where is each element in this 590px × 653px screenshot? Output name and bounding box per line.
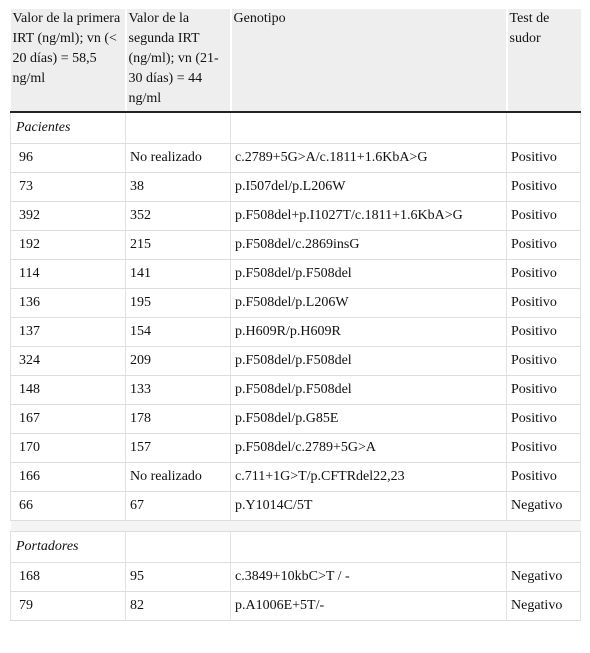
table-row xyxy=(11,592,581,621)
cell-first-irt: 114 xyxy=(11,260,126,289)
table-row xyxy=(11,260,581,289)
cell-sweat-test: Negativo xyxy=(507,492,581,521)
cell-first-irt: 137 xyxy=(11,318,126,347)
cell-genotype: p.F508del/p.F508del xyxy=(231,376,507,405)
cell-second-irt: 95 xyxy=(126,563,231,592)
cell-first-irt: 136 xyxy=(11,289,126,318)
table-body xyxy=(11,112,581,621)
cell-first-irt: 192 xyxy=(11,231,126,260)
section-empty-cell xyxy=(507,112,581,144)
table-row xyxy=(11,173,581,202)
table-row xyxy=(11,492,581,521)
results-table-container xyxy=(10,9,580,621)
spacer-cell xyxy=(11,521,581,532)
cell-first-irt: 73 xyxy=(11,173,126,202)
section-empty-cell xyxy=(507,532,581,563)
cell-genotype: p.A1006E+5T/- xyxy=(231,592,507,621)
cell-sweat-test: Positivo xyxy=(507,173,581,202)
header-second-irt: Valor de la segunda IRT (ng/ml); vn (21-30 días) = 44 ng/ml xyxy=(126,9,231,112)
cell-genotype: p.F508del/p.G85E xyxy=(231,405,507,434)
cell-second-irt: 352 xyxy=(126,202,231,231)
cell-second-irt: No realizado xyxy=(126,144,231,173)
cell-first-irt: 96 xyxy=(11,144,126,173)
cell-first-irt: 79 xyxy=(11,592,126,621)
table-row xyxy=(11,347,581,376)
cell-genotype: p.Y1014C/5T xyxy=(231,492,507,521)
table-row xyxy=(11,231,581,260)
table-row xyxy=(11,202,581,231)
cell-sweat-test: Positivo xyxy=(507,318,581,347)
section-empty-cell xyxy=(126,532,231,563)
cell-first-irt: 168 xyxy=(11,563,126,592)
table-row xyxy=(11,376,581,405)
cell-first-irt: 167 xyxy=(11,405,126,434)
cell-sweat-test: Positivo xyxy=(507,144,581,173)
table-row xyxy=(11,405,581,434)
cell-first-irt: 392 xyxy=(11,202,126,231)
section-spacer xyxy=(11,521,581,532)
header-sweat-test: Test de sudor xyxy=(507,9,581,112)
cell-first-irt: 66 xyxy=(11,492,126,521)
cell-sweat-test: Positivo xyxy=(507,405,581,434)
section-header-row xyxy=(11,532,581,563)
cell-genotype: p.F508del/c.2869insG xyxy=(231,231,507,260)
cell-genotype: p.F508del+p.I1027T/c.1811+1.6KbA>G xyxy=(231,202,507,231)
cell-second-irt: 154 xyxy=(126,318,231,347)
cell-sweat-test: Positivo xyxy=(507,347,581,376)
cell-genotype: c.711+1G>T/p.CFTRdel22,23 xyxy=(231,463,507,492)
table-row xyxy=(11,563,581,592)
cell-first-irt: 148 xyxy=(11,376,126,405)
table-row xyxy=(11,318,581,347)
cell-genotype: p.H609R/p.H609R xyxy=(231,318,507,347)
table-row xyxy=(11,463,581,492)
table-header xyxy=(11,9,581,112)
section-label: Portadores xyxy=(11,532,126,563)
cell-sweat-test: Negativo xyxy=(507,563,581,592)
cell-first-irt: 170 xyxy=(11,434,126,463)
cell-second-irt: No realizado xyxy=(126,463,231,492)
cell-second-irt: 38 xyxy=(126,173,231,202)
cell-second-irt: 195 xyxy=(126,289,231,318)
section-empty-cell xyxy=(231,532,507,563)
cell-sweat-test: Positivo xyxy=(507,376,581,405)
cell-second-irt: 141 xyxy=(126,260,231,289)
cell-second-irt: 215 xyxy=(126,231,231,260)
cell-sweat-test: Positivo xyxy=(507,202,581,231)
cell-second-irt: 133 xyxy=(126,376,231,405)
table-row xyxy=(11,434,581,463)
section-label: Pacientes xyxy=(11,112,126,144)
cell-sweat-test: Positivo xyxy=(507,260,581,289)
cell-genotype: p.F508del/p.L206W xyxy=(231,289,507,318)
section-empty-cell xyxy=(126,112,231,144)
cell-second-irt: 157 xyxy=(126,434,231,463)
cell-sweat-test: Positivo xyxy=(507,434,581,463)
header-first-irt: Valor de la primera IRT (ng/ml); vn (< 20 días) = 58,5 ng/ml xyxy=(11,9,126,112)
cell-genotype: c.3849+10kbC>T / - xyxy=(231,563,507,592)
cell-second-irt: 67 xyxy=(126,492,231,521)
section-header-row xyxy=(11,112,581,144)
cell-genotype: p.F508del/p.F508del xyxy=(231,260,507,289)
results-table xyxy=(10,9,581,621)
cell-first-irt: 324 xyxy=(11,347,126,376)
table-row xyxy=(11,289,581,318)
cell-sweat-test: Negativo xyxy=(507,592,581,621)
cell-sweat-test: Positivo xyxy=(507,463,581,492)
header-genotype: Genotipo xyxy=(231,9,507,112)
cell-sweat-test: Positivo xyxy=(507,289,581,318)
cell-genotype: p.I507del/p.L206W xyxy=(231,173,507,202)
cell-genotype: p.F508del/p.F508del xyxy=(231,347,507,376)
cell-sweat-test: Positivo xyxy=(507,231,581,260)
section-empty-cell xyxy=(231,112,507,144)
cell-second-irt: 209 xyxy=(126,347,231,376)
cell-second-irt: 82 xyxy=(126,592,231,621)
cell-second-irt: 178 xyxy=(126,405,231,434)
table-row xyxy=(11,144,581,173)
cell-genotype: p.F508del/c.2789+5G>A xyxy=(231,434,507,463)
cell-genotype: c.2789+5G>A/c.1811+1.6KbA>G xyxy=(231,144,507,173)
header-row xyxy=(11,9,581,112)
cell-first-irt: 166 xyxy=(11,463,126,492)
